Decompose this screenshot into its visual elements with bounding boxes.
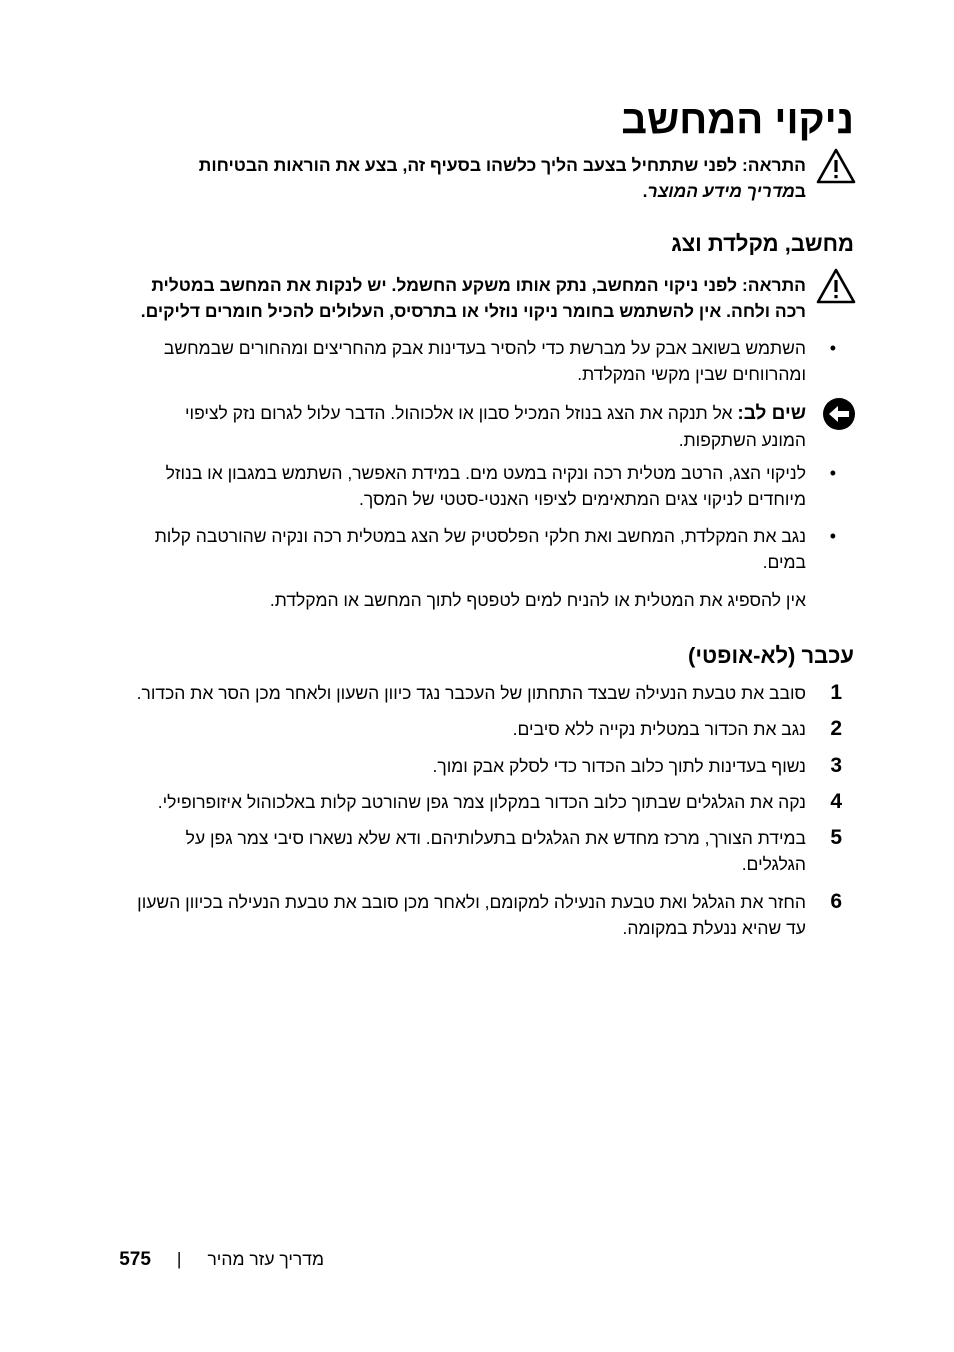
step-line: במידת הצורך, מרכז מחדש את הגלגלים בתעלותיהם. ודא שלא נשארו סיבי צמר גפן על [185,828,806,848]
warning-end: . [642,181,648,201]
footer-label: מדריך עזר מהיר [207,1249,324,1269]
warning-label: התראה: [741,155,806,175]
step-text [90,680,806,706]
list-item [98,460,806,512]
footer-separator: | [176,1249,182,1269]
page-title: ניקוי המחשב [621,98,854,142]
step-text [90,716,806,742]
step-text [90,753,806,779]
step-line: נשוף בעדינות לתוך כלוב הכדור כדי לסלק אבק ומוך. [432,756,806,776]
warning-reference: מדריך מידע המוצר [647,181,795,201]
notice-label: שים לב: [737,403,806,424]
step-number: 4 [830,790,842,813]
page-number: 575 [119,1249,151,1270]
step-number: 5 [830,826,842,849]
bullet: • [829,463,836,483]
paragraph: אין להספיג את המטלית או להניח למים לטפטף לתוך המחשב או המקלדת. [269,590,806,610]
warning-line: רכה ולחה. אין להשתמש בחומר ניקוי נוזלי או בתרסיס, העלולים להכיל חומרים דליקים. [140,301,806,321]
bullet: • [829,338,836,358]
warning-top [98,152,806,204]
section-title-mouse: עכבר (לא-אופטי) [688,643,854,668]
warning-label: התראה: [741,275,806,295]
step-number: 2 [830,717,842,740]
list-item [98,335,806,387]
step-number: 1 [830,681,842,704]
warning-text-prefix: ב [794,181,806,201]
list-item-line: לניקוי הצג, הרטב מטלית רכה ונקיה במעט מים. במידת האפשר, השתמש במגבון או בנוזל [165,463,806,483]
notice-block [98,400,806,453]
step-line: הגלגלים. [741,854,806,874]
step-text [90,889,806,941]
step-line: נגב את הכדור במטלית נקייה ללא סיבים. [512,719,806,739]
warning-triangle-icon [816,268,856,304]
list-item-line: במים. [762,552,806,572]
notice-line: המונע השתקפות. [678,430,806,450]
list-item-line: מיוחדים לניקוי צגים המתאימים לציפוי האנטי-סטטי של המסך. [359,489,806,509]
list-item-line: השתמש בשואב אבק על מברשת כדי להסיר בעדינות אבק מהחריצים ומהחורים שבמחשב [163,338,806,358]
warning-line: לפני ניקוי המחשב, נתק אותו משקע החשמל. יש לנקות את המחשב במטלית [151,275,738,295]
warning-section1 [98,272,806,324]
list-item [98,523,806,575]
step-line: עד שהיא ננעלת במקומה. [622,918,806,938]
notice-line: אל תנקה את הצג בנוזל המכיל סבון או אלכוהול. הדבר עלול לגרום נזק לציפוי [185,403,733,423]
bullet: • [829,526,836,546]
step-line: החזר את הגלגל ואת טבעת הנעילה למקומם, ולאחר מכן סובב את טבעת הנעילה בכיוון השעון [137,892,806,912]
step-number: 3 [830,754,842,777]
warning-triangle-icon [816,148,856,184]
section-title-computer: מחשב, מקלדת וצג [671,231,854,256]
page-footer [119,1246,324,1273]
list-item-line: ומהרווחים שבין מקשי המקלדת. [577,364,806,384]
step-line: סובב את טבעת הנעילה שבצד התחתון של העכבר נגד כיוון השעון ולאחר מכן הסר את הכדור. [136,683,806,703]
step-number: 6 [830,890,842,913]
step-text [90,825,806,877]
step-text [90,789,806,815]
warning-text: לפני שתתחיל בצעב הליך כלשהו בסעיף זה, בצע את הוראות הבטיחות [198,155,738,175]
step-line: נקה את הגלגלים שבתוך כלוב הכדור במקלון צמר גפן שהורטב קלות באלכוהול איזופרופילי. [157,792,806,812]
notice-arrow-icon [822,397,856,431]
list-item-line: נגב את המקלדת, המחשב ואת חלקי הפלסטיק של הצג במטלית רכה ונקיה שהורטבה קלות [154,526,806,546]
